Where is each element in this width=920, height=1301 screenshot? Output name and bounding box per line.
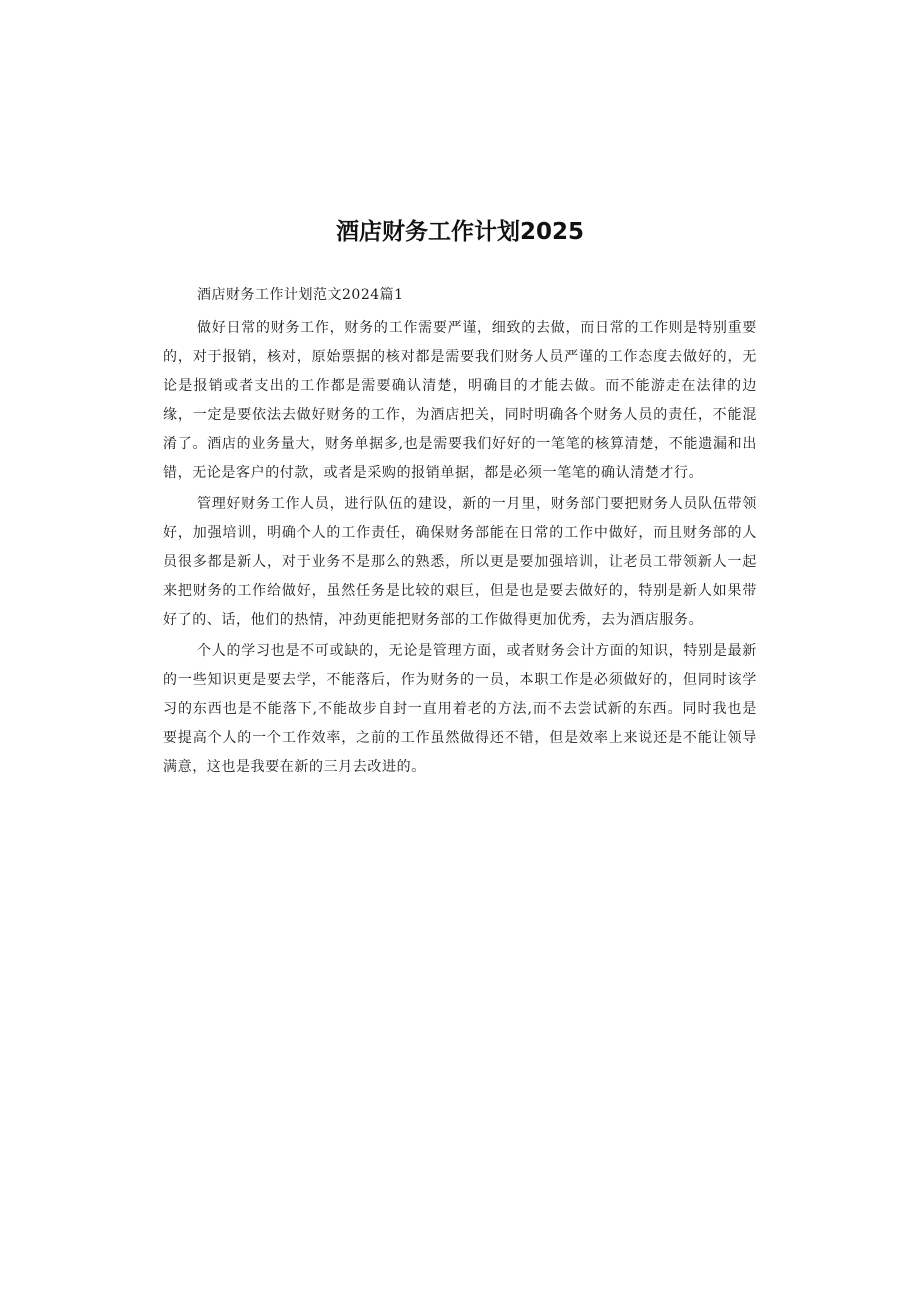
paragraph-1: 做好日常的财务工作，财务的工作需要严谨，细致的去做，而日常的工作则是特别重要的，对于报销，核对，原始票据的核对都是需要我们财务人员严谨的工作态度去做好的，无论是报销或者支出的工作都是需要确认清楚，明确目的才能去做。而不能游走在法律的边缘，一定是要依法去做好财务的工作，为酒店把关，同时明确各个财务人员的责任，不能混淆了。酒店的业务量大，财务单据多,也是需要我们好好的一笔笔的核算清楚，不能遗漏和出错，无论是客户的付款，或者是采购的报销单据，都是必须一笔笔的确认清楚才行。 xyxy=(163,320,757,481)
document-body xyxy=(163,282,757,784)
paragraph-2: 管理好财务工作人员，进行队伍的建设，新的一月里，财务部门要把财务人员队伍带领好，加强培训，明确个人的工作责任，确保财务部能在日常的工作中做好，而且财务部的人员很多都是新人，对于业务不是那么的熟悉，所以更是要加强培训，让老员工带领新人一起来把财务的工作给做好，虽然任务是比较的艰巨，但是也是要去做好的，特别是新人如果带好了的、话，他们的热情，冲劲更能把财务部的工作做得更加优秀，去为酒店服务。 xyxy=(163,496,757,628)
paragraph-3: 个人的学习也是不可或缺的，无论是管理方面，或者财务会计方面的知识，特别是最新的一些知识更是要去学，不能落后，作为财务的一员，本职工作是必须做好的，但同时该学习的东西也是不能落下,不能故步自封一直用着老的方法,而不去尝试新的东西。同时我也是要提高个人的一个工作效率，之前的工作虽然做得还不错，但是效率上来说还是不能让领导满意，这也是我要在新的三月去改进的。 xyxy=(163,643,757,775)
section-subtitle: 酒店财务工作计划范文2024篇1 xyxy=(197,287,404,303)
page-title: 酒店财务工作计划2025 xyxy=(335,219,584,245)
